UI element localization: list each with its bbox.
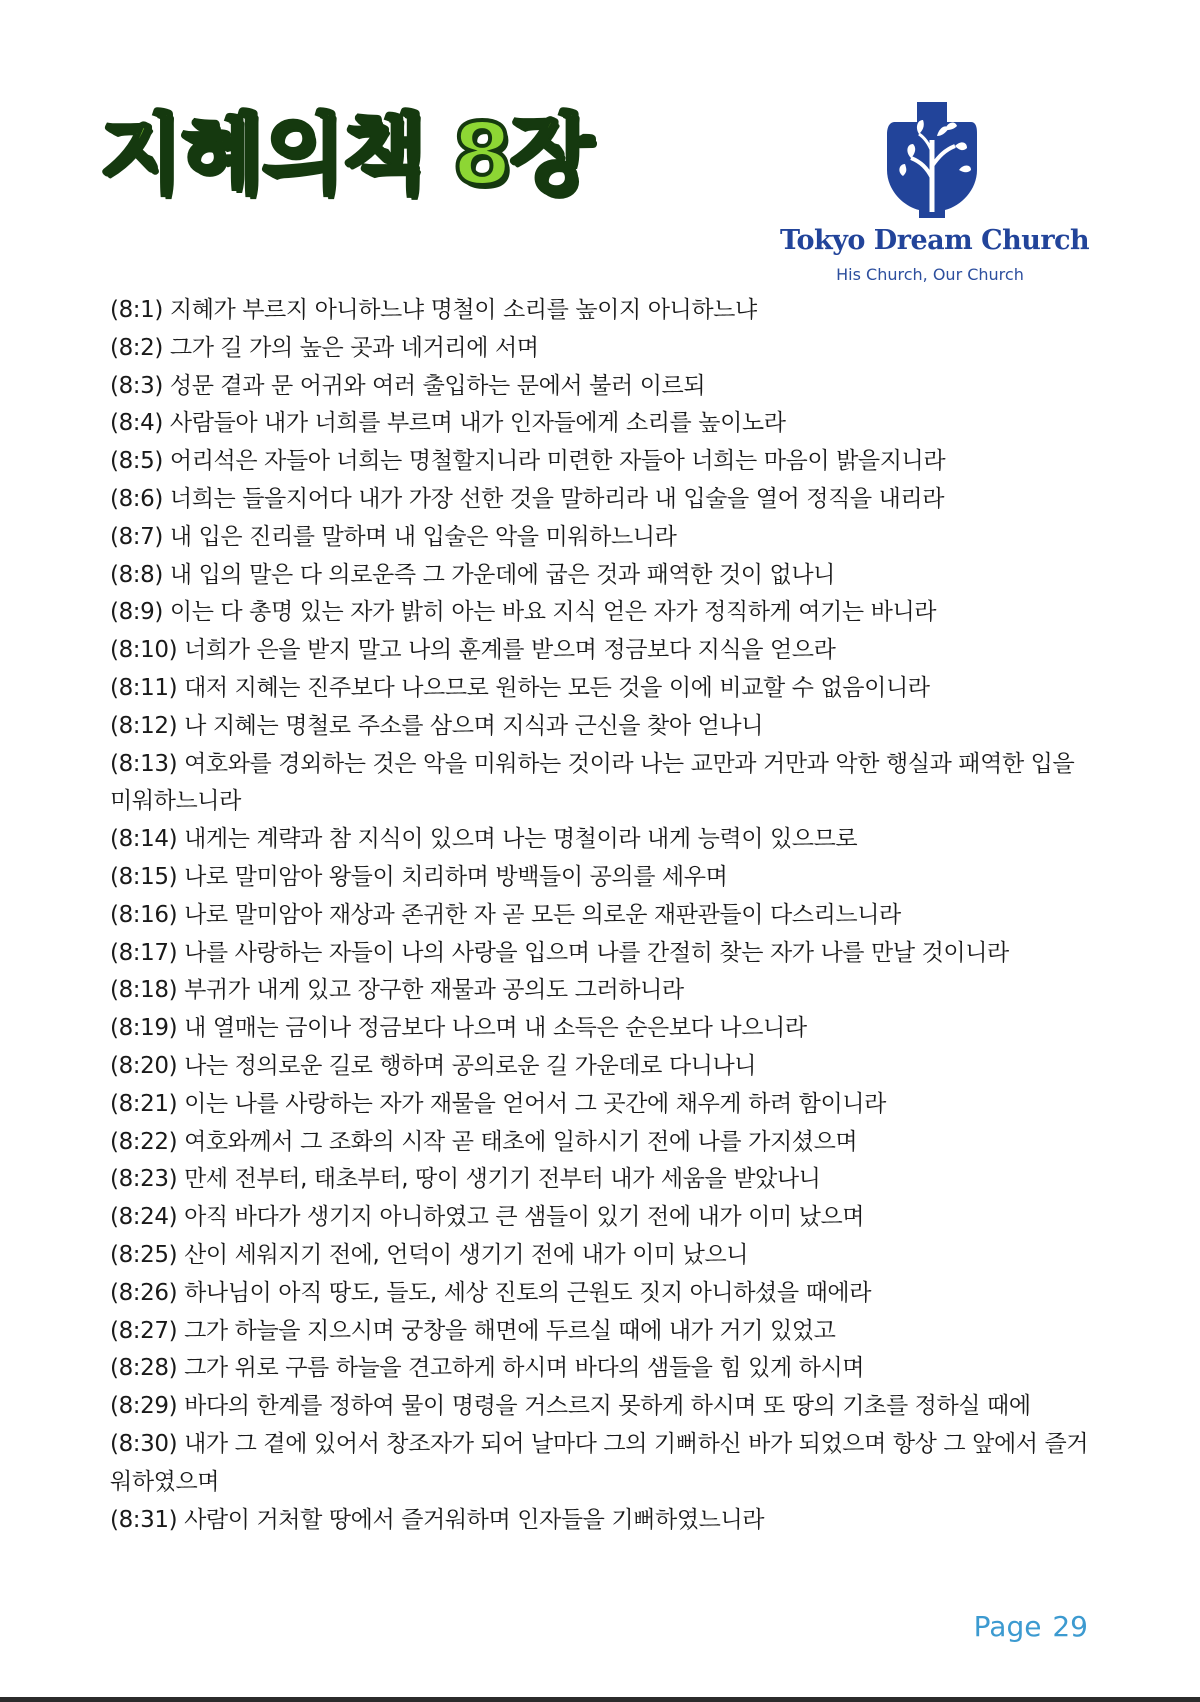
verse-8-8: (8:8) 내 입의 말은 다 의로운즉 그 가운데에 굽은 것과 패역한 것이 없나니 (110, 561, 835, 588)
verse-8-17: (8:17) 나를 사랑하는 자들이 나의 사랑을 입으며 나를 간절히 찾는 자가 나를 만날 것이니라 (110, 939, 1009, 966)
verse-8-11: (8:11) 대저 지혜는 진주보다 나으므로 원하는 모든 것을 이에 비교할 수 없음이니라 (110, 674, 930, 701)
logo-tagline: His Church, Our Church (836, 265, 1024, 284)
verse-8-18: (8:18) 부귀가 내게 있고 장구한 재물과 공의도 그러하니라 (110, 977, 684, 1004)
bottom-divider (0, 1697, 1200, 1702)
verse-8-10: (8:10) 너희가 은을 받지 말고 나의 훈계를 받으며 정금보다 지식을 얻으라 (110, 637, 836, 664)
verse-8-5: (8:5) 어리석은 자들아 너희는 명철할지니라 미련한 자들아 너희는 마음이 밝을지니라 (110, 448, 946, 475)
verse-8-23: (8:23) 만세 전부터, 태초부터, 땅이 생기기 전부터 내가 세움을 받았나니 (110, 1166, 821, 1193)
page-number-value: 29 (1052, 1610, 1088, 1643)
verse-list (110, 292, 1100, 1539)
verse-8-27: (8:27) 그가 하늘을 지으시며 궁창을 해면에 두르실 때에 내가 거기 있었고 (110, 1317, 836, 1344)
logo-church-name: Tokyo Dream Church (780, 225, 1090, 256)
verse-8-4: (8:4) 사람들아 내가 너희를 부르며 내가 인자들에게 소리를 높이노라 (110, 410, 786, 437)
verse-8-24: (8:24) 아직 바다가 생기지 아니하였고 큰 샘들이 있기 전에 내가 이미 났으며 (110, 1204, 865, 1231)
verse-8-29: (8:29) 바다의 한계를 정하여 물이 명령을 거스르지 못하게 하시며 또 땅의 기초를 정하실 때에 (110, 1393, 1031, 1420)
verse-8-30: (8:30) 내가 그 곁에 있어서 창조자가 되어 날마다 그의 기뻐하신 바가 되었으며 항상 그 앞에서 즐거워하였으며 (110, 1430, 1089, 1495)
page-number (972, 1610, 1088, 1643)
verse-8-20: (8:20) 나는 정의로운 길로 행하며 공의로운 길 가운데로 다니나니 (110, 1052, 757, 1079)
verse-8-6: (8:6) 너희는 들을지어다 내가 가장 선한 것을 말하리라 내 입술을 열어 정직을 내리라 (110, 485, 945, 512)
verse-8-25: (8:25) 산이 세워지기 전에, 언덕이 생기기 전에 내가 이미 났으니 (110, 1241, 749, 1268)
verse-8-16: (8:16) 나로 말미암아 재상과 존귀한 자 곧 모든 의로운 재판관들이 다스리느니라 (110, 901, 901, 928)
verse-8-15: (8:15) 나로 말미암아 왕들이 치리하며 방백들이 공의를 세우며 (110, 863, 728, 890)
verse-8-7: (8:7) 내 입은 진리를 말하며 내 입술은 악을 미워하느니라 (110, 523, 677, 550)
verse-8-21: (8:21) 이는 나를 사랑하는 자가 재물을 얻어서 그 곳간에 채우게 하려 함이니라 (110, 1090, 886, 1117)
verse-8-1: (8:1) 지혜가 부르지 아니하느냐 명철이 소리를 높이지 아니하느냐 (110, 297, 757, 323)
verse-8-3: (8:3) 성문 곁과 문 어귀와 여러 출입하는 문에서 불러 이르되 (110, 372, 706, 399)
verse-8-13: (8:13) 여호와를 경외하는 것은 악을 미워하는 것이라 나는 교만과 거만과 악한 행실과 패역한 입을 미워하느니라 (110, 750, 1075, 815)
page-label: Page (973, 1610, 1042, 1643)
verse-8-2: (8:2) 그가 길 가의 높은 곳과 네거리에 서며 (110, 334, 539, 361)
tree-cross-logo-icon (887, 100, 977, 220)
verse-8-14: (8:14) 내게는 계략과 참 지식이 있으며 나는 명철이라 내게 능력이 있으므로 (110, 826, 858, 853)
verse-8-22: (8:22) 여호와께서 그 조화의 시작 곧 태초에 일하시기 전에 나를 가지셨으며 (110, 1128, 858, 1155)
church-logo (780, 100, 1090, 290)
verse-8-31: (8:31) 사람이 거처할 땅에서 즐거워하며 인자들을 기뻐하였느니라 (110, 1506, 765, 1533)
verse-8-19: (8:19) 내 열매는 금이나 정금보다 나으며 내 소득은 순은보다 나으니라 (110, 1015, 807, 1042)
verse-8-12: (8:12) 나 지혜는 명철로 주소를 삼으며 지식과 근신을 찾아 얻나니 (110, 712, 764, 739)
verse-8-28: (8:28) 그가 위로 구름 하늘을 견고하게 하시며 바다의 샘들을 힘 있게 하시며 (110, 1355, 865, 1382)
verse-8-26: (8:26) 하나님이 아직 땅도, 들도, 세상 진토의 근원도 짓지 아니하셨을 때에라 (110, 1279, 872, 1306)
verse-8-9: (8:9) 이는 다 총명 있는 자가 밝히 아는 바요 지식 얻은 자가 정직하게 여기는 바니라 (110, 599, 937, 626)
page-title: 지혜의책 8장 (100, 105, 592, 205)
